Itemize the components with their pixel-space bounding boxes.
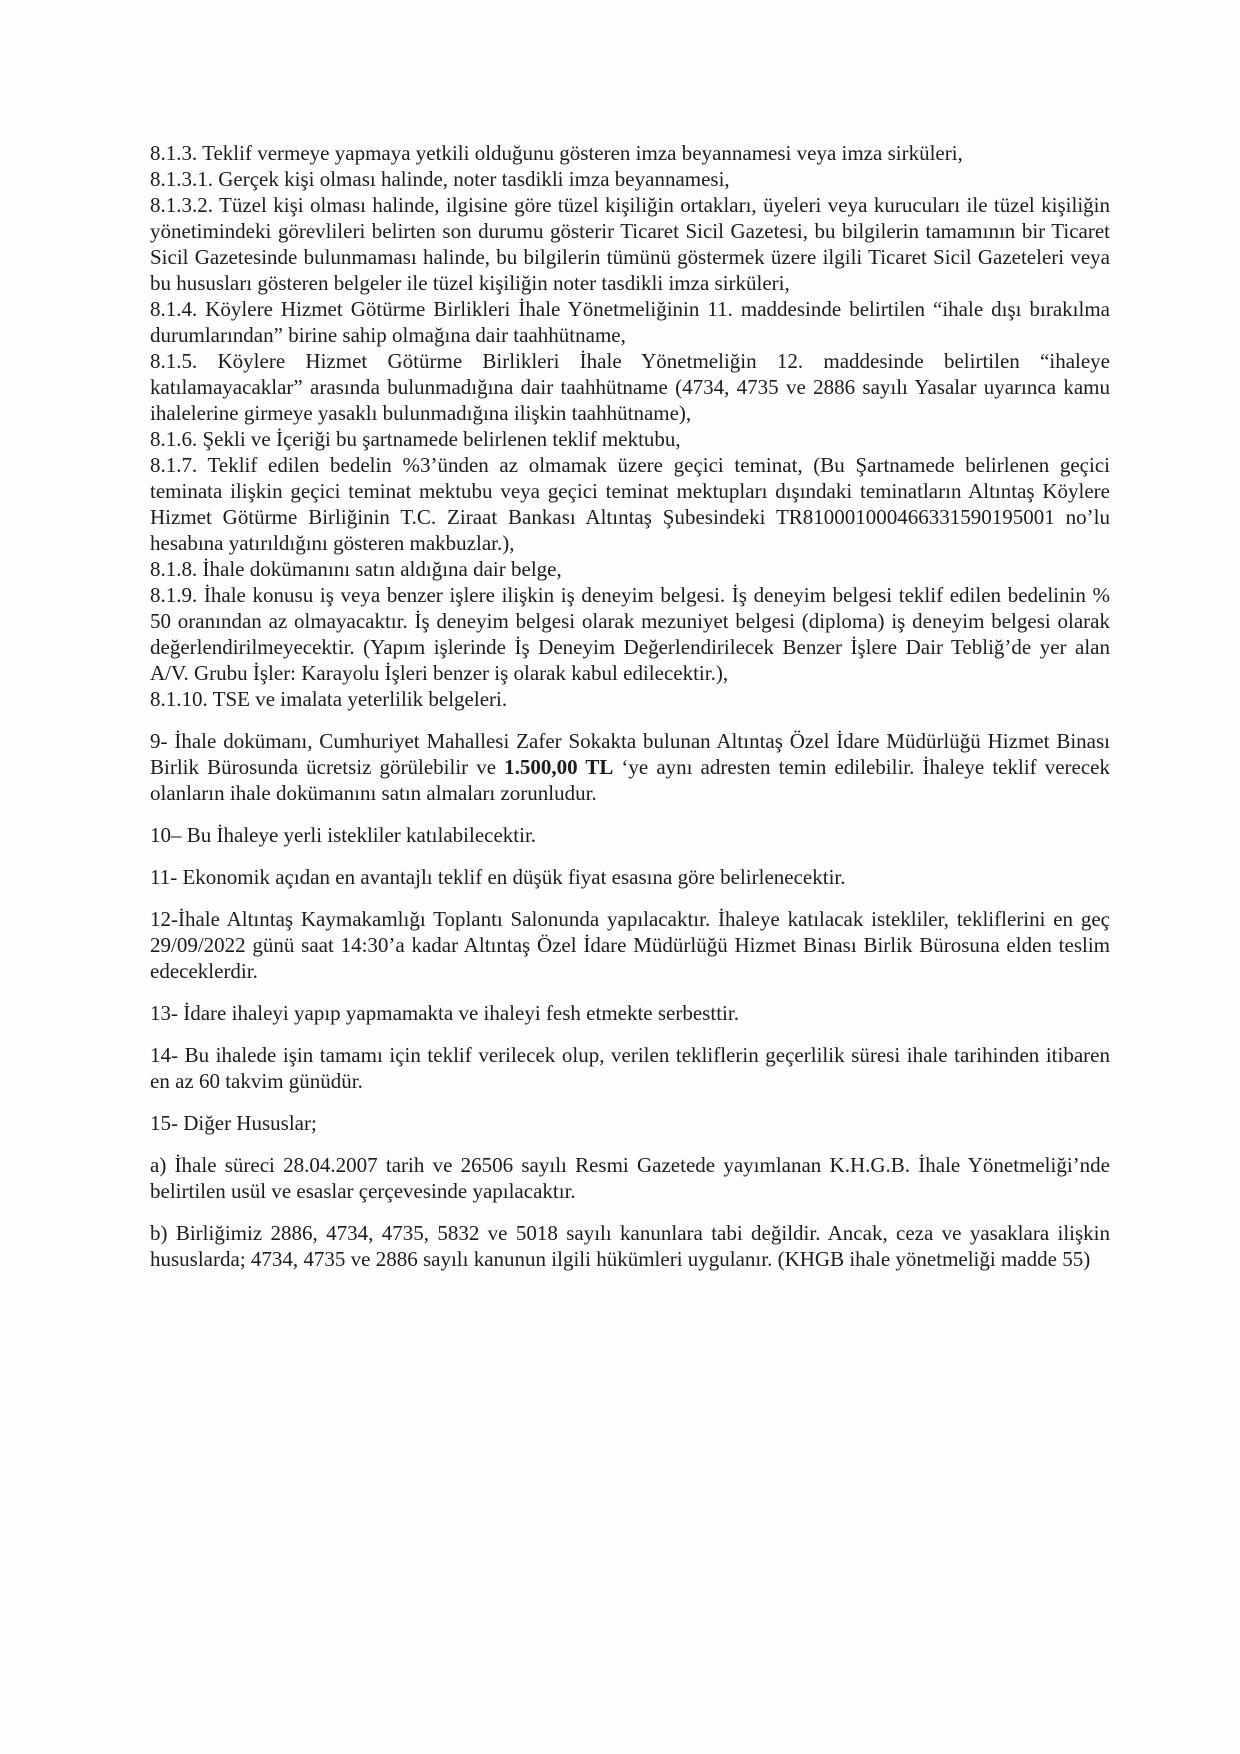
item-9-text-b: ‘ye aynı adresten temin edilebilir. İhaleye teklif verecek olanların ihale dokümanını satın almaları zorunludur.: [150, 755, 1110, 805]
item-8-1-7: 8.1.7. Teklif edilen bedelin %3’ünden az olmamak üzere geçici teminat, (Bu Şartnamede belirlenen geçici teminata ilişkin geçici teminat mektubu veya geçici teminat mektupları dışındaki teminatların Altıntaş Köylere Hizmet Götürme Birliğinin T.C. Ziraat Bankası Altıntaş Şubesindeki TR810001000466331590195001 no’lu hesabına yatırıldığını gösteren makbuzlar.),: [150, 453, 1110, 555]
item-8-1-3: 8.1.3. Teklif vermeye yapmaya yetkili olduğunu gösteren imza beyannamesi veya imza sirküleri,: [150, 141, 963, 165]
item-11: 11- Ekonomik açıdan en avantajlı teklif en düşük fiyat esasına göre belirlenecektir.: [150, 865, 846, 889]
item-10: 10– Bu İhaleye yerli istekliler katılabilecektir.: [150, 823, 537, 847]
document-body: [150, 140, 1110, 1288]
item-9: [150, 728, 1110, 806]
item-8-1-6: 8.1.6. Şekli ve İçeriği bu şartnamede belirlenen teklif mektubu,: [150, 427, 681, 451]
item-8-1-10: 8.1.10. TSE ve imalata yeterlilik belgeleri.: [150, 687, 508, 711]
item-12: 12-İhale Altıntaş Kaymakamlığı Toplantı Salonunda yapılacaktır. İhaleye katılacak istekliler, tekliflerini en geç 29/09/2022 günü saat 14:30’a kadar Altıntaş Özel İdare Müdürlüğü Hizmet Binası Birlik Bürosuna elden teslim edeceklerdir.: [150, 907, 1110, 983]
item-8-1-8: 8.1.8. İhale dokümanını satın aldığına dair belge,: [150, 557, 562, 581]
item-8-1-3-1: 8.1.3.1. Gerçek kişi olması halinde, noter tasdikli imza beyannamesi,: [150, 167, 730, 191]
section-8-list: [150, 140, 1110, 712]
item-9-amount: 1.500,00 TL: [504, 755, 614, 779]
item-15-heading: 15- Diğer Hususlar;: [150, 1111, 317, 1135]
item-15-a: a) İhale süreci 28.04.2007 tarih ve 26506 sayılı Resmi Gazetede yayımlanan K.H.G.B. İhale Yönetmeliği’nde belirtilen usül ve esaslar çerçevesinde yapılacaktır.: [150, 1153, 1110, 1203]
item-15-b: b) Birliğimiz 2886, 4734, 4735, 5832 ve 5018 sayılı kanunlara tabi değildir. Ancak, ceza ve yasaklara ilişkin hususlarda; 4734, 4735 ve 2886 sayılı kanunun ilgili hükümleri uygulanır. (KHGB ihale yönetmeliği madde 55): [150, 1221, 1110, 1271]
item-13: 13- İdare ihaleyi yapıp yapmamakta ve ihaleyi fesh etmekte serbesttir.: [150, 1001, 739, 1025]
item-8-1-4: 8.1.4. Köylere Hizmet Götürme Birlikleri İhale Yönetmeliğinin 11. maddesinde belirtilen “ihale dışı bırakılma durumlarından” birine sahip olmağına dair taahhütname,: [150, 297, 1110, 347]
item-8-1-5: 8.1.5. Köylere Hizmet Götürme Birlikleri İhale Yönetmeliğin 12. maddesinde belirtilen “ihaleye katılamayacaklar” arasında bulunmadığına dair taahhütname (4734, 4735 ve 2886 sayılı Yasalar uyarınca kamu ihalelerine girmeye yasaklı bulunmadığına ilişkin taahhütname),: [150, 349, 1110, 425]
item-9-text-a: 9- İhale dokümanı, Cumhuriyet Mahallesi Zafer Sokakta bulunan Altıntaş Özel İdare Müdürlüğü Hizmet Binası Birlik Bürosunda ücretsiz görülebilir ve: [150, 729, 1110, 779]
item-8-1-9: 8.1.9. İhale konusu iş veya benzer işlere ilişkin iş deneyim belgesi. İş deneyim belgesi teklif edilen bedelinin % 50 oranından az olmayacaktır. İş deneyim belgesi olarak mezuniyet belgesi (diploma) iş deneyim belgesi olarak değerlendirilmeyecektir. (Yapım işlerinde İş Deneyim Değerlendirilecek Benzer İşlere Dair Tebliğ’de yer alan A/V. Grubu İşler: Karayolu İşleri benzer iş olarak kabul edilecektir.),: [150, 583, 1110, 685]
item-14: 14- Bu ihalede işin tamamı için teklif verilecek olup, verilen tekliflerin geçerlilik süresi ihale tarihinden itibaren en az 60 takvim günüdür.: [150, 1043, 1110, 1093]
item-8-1-3-2: 8.1.3.2. Tüzel kişi olması halinde, ilgisine göre tüzel kişiliğin ortakları, üyeleri veya kurucuları ile tüzel kişiliğin yönetimindeki görevlileri belirten son durumu gösterir Ticaret Sicil Gazetesi, bu bilgilerin tamamının bir Ticaret Sicil Gazetesinde bulunmaması halinde, bu bilgilerin tümünü göstermek üzere ilgili Ticaret Sicil Gazeteleri veya bu hususları gösteren belgeler ile tüzel kişiliğin noter tasdikli imza sirküleri,: [150, 193, 1110, 295]
